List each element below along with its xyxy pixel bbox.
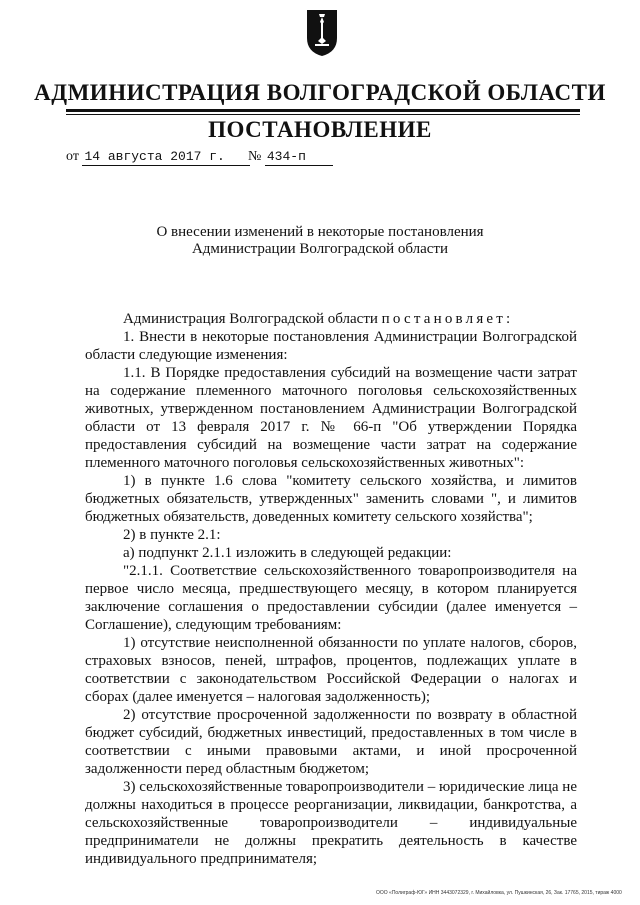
date-prefix: от [66,149,79,164]
print-footer-note: ООО «Полиграф-ЮГ» ИНН 3443072329, г. Михайловка, ул. Пушкинская, 26, Зак. 17765, 2015, тираж 4000 [376,890,622,896]
header-rule-thin [66,114,580,115]
number-value: 434-п [265,149,333,166]
body-paragraph: 1) в пункте 1.6 слова "комитету сельского хозяйства, и лимитов бюджетных обязательств, утвержденных" заменить словами ", и лимитов бюджетных обязательств, доведенных комитету сельского хозяйства"; [85,473,577,525]
document-number [248,149,333,166]
body-paragraph: "2.1.1. Соответствие сельскохозяйственного товаропроизводителя на первое число месяца, предшествующего месяцу, в котором планируется заключение соглашения о предоставлении субсидии (далее именуется – Соглашение), следующим требованиям: [85,563,577,633]
organization-title: АДМИНИСТРАЦИЯ ВОЛГОГРАДСКОЙ ОБЛАСТИ [34,80,606,105]
number-prefix: № [248,149,262,164]
body-paragraph: 2) в пункте 2.1: [123,527,221,543]
intro-paragraph [85,310,577,328]
body-paragraph: 1.1. В Порядке предоставления субсидий на возмещение части затрат на содержание племенного маточного поголовья сельскохозяйственных животных, утвержденном постановлением Администрации Волгоградской области от 13 февраля 2017 г. № 66-п "Об утверждении Порядка предоставления субсидий на возмещение части затрат на содержание племенного маточного поголовья сельскохозяйственных животных": [85,365,577,471]
body-paragraph: а) подпункт 2.1.1 изложить в следующей редакции: [123,545,452,561]
document-date [66,149,250,166]
body-paragraph: 1. Внести в некоторые постановления Администрации Волгоградской области следующие изменения: [85,329,577,363]
body-paragraph: 2) отсутствие просроченной задолженности по возврату в областной бюджет субсидий, бюджетных инвестиций, предоставленных в том числе в соответствии с иными правовыми актами, и иной просроченной задолженности перед областным бюджетом; [85,707,577,777]
body-paragraph: 3) сельскохозяйственные товаропроизводители – юридические лица не должны находиться в процессе реорганизации, ликвидации, банкротства, а сельскохозяйственные товаропроизводители – индивидуальные предприниматели не должны прекратить деятельность в качестве индивидуального предпринимателя; [85,779,577,867]
document-body [85,310,577,868]
volgograd-coat-of-arms-icon [305,8,339,58]
body-paragraph: 1) отсутствие неисполненной обязанности по уплате налогов, сборов, страховых взносов, пеней, штрафов, процентов, подлежащих уплате в соответствии с законодательством Российской Федерации о налогах и сборах (далее именуется – налоговая задолженность); [85,635,577,705]
intro-prefix: Администрация Волгоградской области [123,311,378,327]
header-rule-thick [66,109,580,112]
subject-line-2: Администрации Волгоградской области [191,241,449,257]
subject-line-1: О внесении изменений в некоторые постановления [156,224,484,240]
document-type: ПОСТАНОВЛЕНИЕ [208,117,432,142]
intro-verb: постановляет: [381,311,514,327]
document-subject [0,224,640,258]
date-value: 14 августа 2017 г. [82,149,250,166]
